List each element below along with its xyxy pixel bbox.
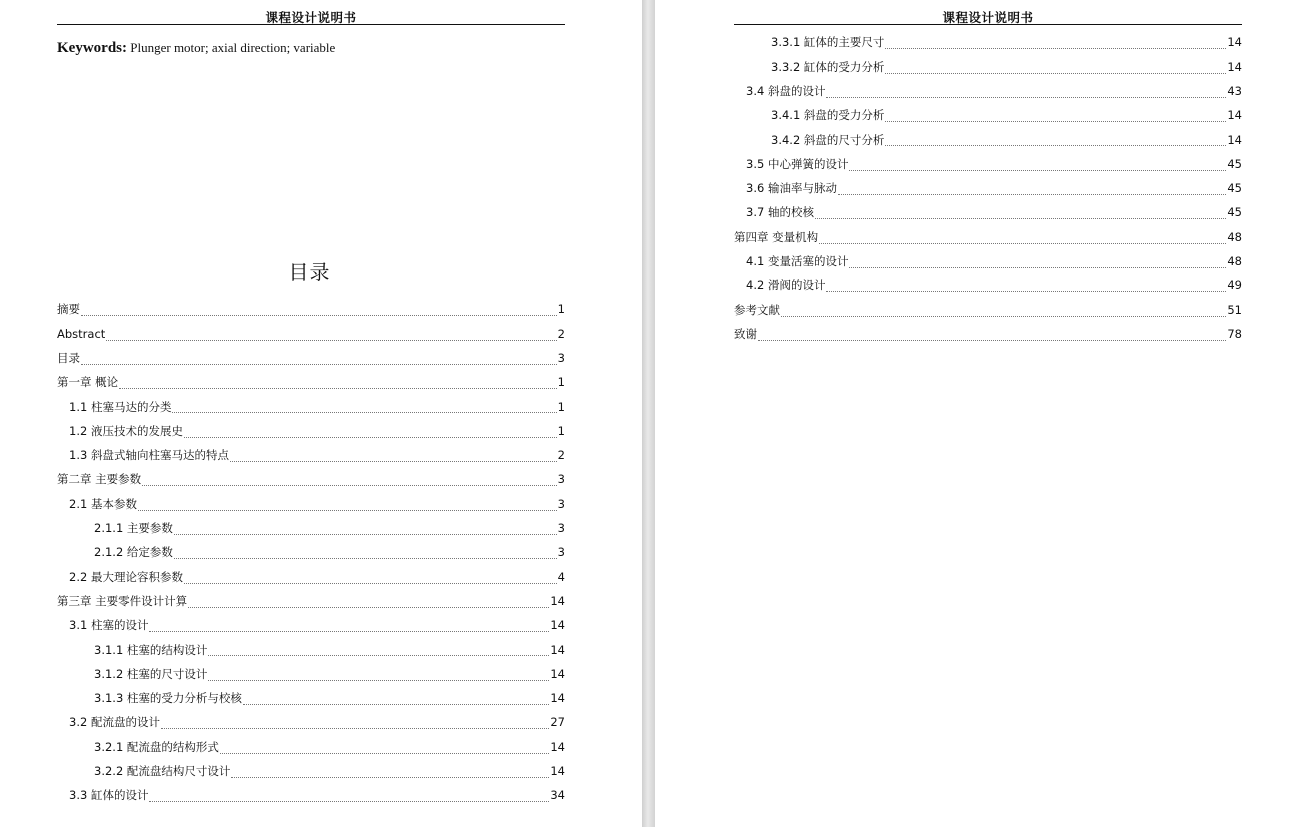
keywords-text: Plunger motor; axial direction; variable	[130, 40, 336, 55]
toc-entry-label: 第一章 概论	[57, 375, 119, 390]
toc-page-number: 27	[550, 715, 565, 730]
toc-entry-label: 2.1.2 给定参数	[94, 545, 173, 560]
toc-dot-leader	[230, 461, 557, 462]
toc-page-number: 48	[1227, 229, 1242, 244]
toc-page-number: 49	[1227, 278, 1242, 293]
toc-page-number: 34	[550, 788, 565, 803]
toc-dot-leader	[781, 316, 1226, 317]
toc-entry[interactable]	[734, 225, 1242, 249]
toc-dot-leader	[149, 801, 549, 802]
toc-dot-leader	[243, 704, 549, 705]
toc-dot-leader	[172, 412, 556, 413]
toc-page-number: 14	[1227, 108, 1242, 123]
toc-entry[interactable]	[57, 638, 565, 662]
document-page-right	[655, 0, 1307, 827]
toc-entry-label: 3.2.1 配流盘的结构形式	[94, 739, 219, 754]
toc-dot-leader	[849, 170, 1226, 171]
toc-page-number: 14	[550, 642, 565, 657]
toc-page-number: 2	[557, 448, 565, 463]
toc-entry[interactable]	[57, 395, 565, 419]
toc-dot-leader	[161, 728, 549, 729]
toc-dot-leader	[106, 340, 556, 341]
toc-entry-label: 3.4 斜盘的设计	[746, 83, 826, 98]
toc-entry-label: 3.6 输油率与脉动	[746, 181, 837, 196]
toc-entry-label: 3.3.1 缸体的主要尺寸	[771, 35, 885, 50]
toc-entry-label: 1.1 柱塞马达的分类	[69, 399, 172, 414]
toc-page-number: 45	[1227, 205, 1242, 220]
toc-entry[interactable]	[734, 298, 1242, 322]
toc-page-number: 3	[557, 350, 565, 365]
toc-entry[interactable]	[57, 347, 565, 371]
toc-page-number: 1	[557, 423, 565, 438]
toc-entry-label: 3.7 轴的校核	[746, 205, 814, 220]
toc-entry[interactable]	[57, 492, 565, 516]
toc-entry-label: 3.3 缸体的设计	[69, 788, 149, 803]
toc-dot-leader	[826, 97, 1226, 98]
toc-dot-leader	[184, 583, 557, 584]
toc-entry[interactable]	[57, 784, 565, 808]
toc-entry-label: 目录	[57, 350, 80, 365]
toc-entry[interactable]	[734, 55, 1242, 79]
toc-dot-leader	[184, 437, 557, 438]
toc-page-number: 51	[1227, 302, 1242, 317]
toc-entry-label: 第三章 主要零件设计计算	[57, 593, 188, 608]
toc-entry-label: 第四章 变量机构	[734, 229, 819, 244]
toc-page-number: 43	[1227, 83, 1242, 98]
toc-list-left	[57, 298, 565, 808]
toc-dot-leader	[838, 194, 1226, 195]
toc-entry-label: 4.1 变量活塞的设计	[746, 254, 849, 269]
toc-dot-leader	[849, 267, 1226, 268]
page-header-title: 课程设计说明书	[265, 10, 357, 25]
toc-entry[interactable]	[734, 177, 1242, 201]
toc-entry[interactable]	[734, 201, 1242, 225]
toc-entry[interactable]	[57, 541, 565, 565]
toc-entry[interactable]	[734, 323, 1242, 347]
toc-page-number: 3	[557, 472, 565, 487]
toc-dot-leader	[119, 388, 557, 389]
toc-dot-leader	[138, 510, 557, 511]
toc-entry[interactable]	[57, 468, 565, 492]
toc-entry-label: 3.3.2 缸体的受力分析	[771, 59, 885, 74]
toc-entry[interactable]	[57, 687, 565, 711]
toc-dot-leader	[81, 364, 557, 365]
toc-dot-leader	[174, 558, 557, 559]
toc-entry-label: 2.1 基本参数	[69, 496, 137, 511]
toc-page-number: 14	[550, 666, 565, 681]
toc-entry[interactable]	[734, 80, 1242, 104]
toc-entry-label: 3.5 中心弹簧的设计	[746, 156, 849, 171]
toc-entry-label: 3.2.2 配流盘结构尺寸设计	[94, 764, 231, 779]
toc-entry[interactable]	[57, 298, 565, 322]
toc-entry-label: Abstract	[57, 326, 106, 341]
toc-page-number: 45	[1227, 156, 1242, 171]
toc-entry[interactable]	[734, 274, 1242, 298]
toc-entry-label: 3.4.2 斜盘的尺寸分析	[771, 132, 885, 147]
toc-page-number: 1	[557, 302, 565, 317]
toc-page-number: 14	[550, 618, 565, 633]
toc-entry[interactable]	[57, 419, 565, 443]
toc-dot-leader	[220, 753, 549, 754]
toc-entry[interactable]	[57, 517, 565, 541]
toc-entry-label: 参考文献	[734, 302, 780, 317]
toc-entry[interactable]	[734, 128, 1242, 152]
toc-dot-leader	[826, 291, 1226, 292]
toc-page-number: 14	[550, 691, 565, 706]
toc-entry-label: 3.1 柱塞的设计	[69, 618, 149, 633]
toc-page-number: 1	[557, 399, 565, 414]
toc-page-number: 78	[1227, 326, 1242, 341]
toc-entry[interactable]	[57, 662, 565, 686]
toc-dot-leader	[208, 655, 549, 656]
toc-dot-leader	[231, 777, 549, 778]
toc-list-right	[734, 31, 1242, 347]
header-rule	[734, 24, 1242, 25]
toc-entry-label: 1.3 斜盘式轴向柱塞马达的特点	[69, 448, 229, 463]
toc-entry-label: 3.4.1 斜盘的受力分析	[771, 108, 885, 123]
toc-entry-label: 致谢	[734, 326, 757, 341]
toc-title: 目录	[288, 260, 331, 284]
toc-page-number: 14	[550, 764, 565, 779]
toc-page-number: 14	[1227, 35, 1242, 50]
toc-dot-leader	[815, 218, 1226, 219]
toc-entry[interactable]	[57, 614, 565, 638]
toc-dot-leader	[188, 607, 549, 608]
toc-dot-leader	[142, 485, 557, 486]
toc-dot-leader	[758, 340, 1226, 341]
toc-dot-leader	[819, 243, 1226, 244]
toc-dot-leader	[885, 48, 1226, 49]
toc-entry-label: 3.1.1 柱塞的结构设计	[94, 642, 208, 657]
toc-page-number: 14	[550, 739, 565, 754]
toc-entry-label: 3.2 配流盘的设计	[69, 715, 160, 730]
toc-entry-label: 2.2 最大理论容积参数	[69, 569, 183, 584]
toc-page-number: 2	[557, 326, 565, 341]
toc-entry[interactable]	[734, 152, 1242, 176]
toc-page-number: 48	[1227, 254, 1242, 269]
toc-entry-label: 2.1.1 主要参数	[94, 521, 173, 536]
keywords-line	[57, 40, 577, 57]
toc-page-number: 3	[557, 545, 565, 560]
toc-entry[interactable]	[734, 104, 1242, 128]
toc-page-number: 1	[557, 375, 565, 390]
toc-entry-label: 4.2 滑阀的设计	[746, 278, 826, 293]
toc-page-number: 4	[557, 569, 565, 584]
toc-entry[interactable]	[57, 371, 565, 395]
toc-entry[interactable]	[57, 444, 565, 468]
document-page-left	[0, 0, 642, 827]
toc-entry[interactable]	[57, 565, 565, 589]
toc-entry[interactable]	[57, 590, 565, 614]
toc-page-number: 14	[550, 593, 565, 608]
toc-entry-label: 3.1.2 柱塞的尺寸设计	[94, 666, 208, 681]
page-header-title: 课程设计说明书	[942, 10, 1034, 25]
toc-entry-label: 第二章 主要参数	[57, 472, 142, 487]
toc-entry-label: 1.2 液压技术的发展史	[69, 423, 183, 438]
toc-entry-label: 摘要	[57, 302, 80, 317]
toc-page-number: 3	[557, 496, 565, 511]
toc-entry[interactable]	[57, 322, 565, 346]
toc-page-number: 14	[1227, 59, 1242, 74]
page-gutter	[642, 0, 655, 827]
toc-entry[interactable]	[57, 711, 565, 735]
keywords-label: Keywords:	[57, 40, 127, 56]
toc-entry[interactable]	[57, 760, 565, 784]
toc-entry-label: 3.1.3 柱塞的受力分析与校核	[94, 691, 242, 706]
toc-page-number: 14	[1227, 132, 1242, 147]
toc-dot-leader	[885, 121, 1226, 122]
toc-dot-leader	[885, 145, 1226, 146]
toc-entry[interactable]	[734, 31, 1242, 55]
toc-dot-leader	[149, 631, 549, 632]
toc-entry[interactable]	[57, 735, 565, 759]
toc-page-number: 45	[1227, 181, 1242, 196]
toc-entry[interactable]	[734, 250, 1242, 274]
toc-dot-leader	[208, 680, 549, 681]
toc-dot-leader	[81, 315, 557, 316]
header-rule	[57, 24, 565, 25]
toc-dot-leader	[174, 534, 557, 535]
toc-dot-leader	[885, 73, 1226, 74]
toc-page-number: 3	[557, 521, 565, 536]
